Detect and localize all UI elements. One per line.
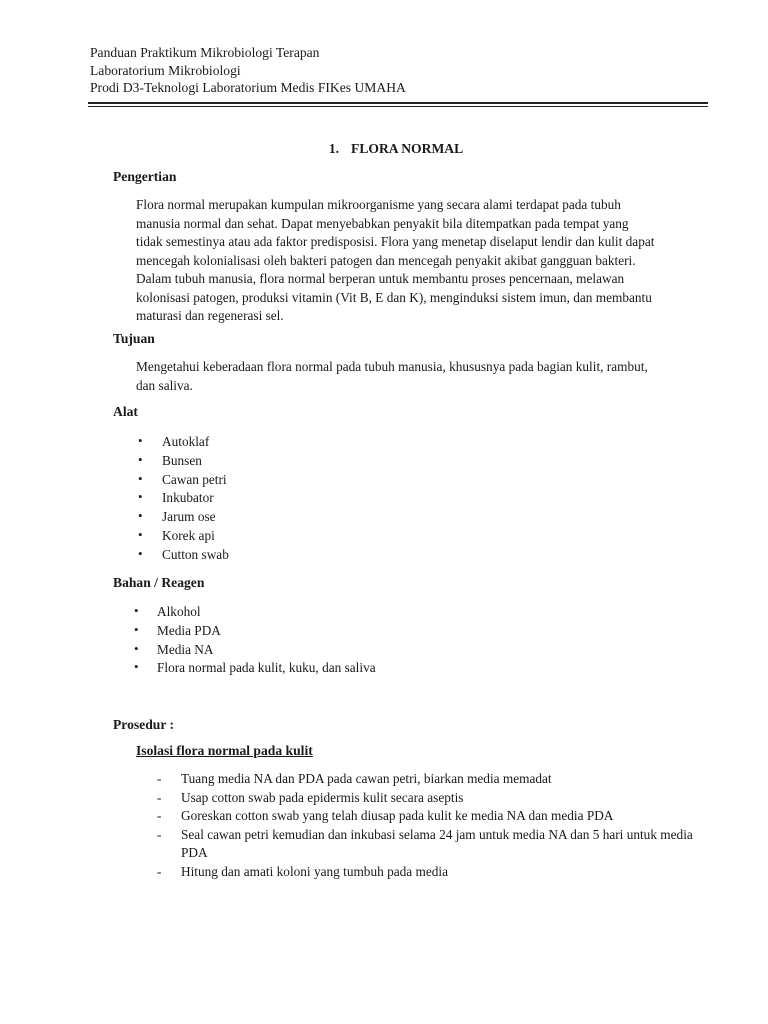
list-item xyxy=(138,471,538,490)
list-item xyxy=(138,433,538,452)
bullet-icon: • xyxy=(138,470,143,486)
list-item xyxy=(134,622,534,641)
procedure-step xyxy=(157,863,717,882)
list-item xyxy=(138,546,538,565)
section-title-text: FLORA NORMAL xyxy=(351,141,464,156)
paragraph-line: Mengetahui keberadaan flora normal pada tubuh manusia, khususnya pada bagian kulit, rambut, xyxy=(136,359,648,374)
paragraph-line: tidak semestinya atau ada faktor predisposisi. Flora yang menetap diselaput lendir dan kulit dapat xyxy=(136,234,655,249)
procedure-step-text: Usap cotton swab pada epidermis kulit secara aseptis xyxy=(181,789,464,805)
heading-alat: Alat xyxy=(113,404,138,419)
heading-bahan-reagen: Bahan / Reagen xyxy=(113,575,205,590)
list-item-text: Alkohol xyxy=(157,604,201,619)
bullet-icon: • xyxy=(138,433,143,448)
bullet-icon: • xyxy=(134,659,139,675)
dash-marker: - xyxy=(157,808,162,823)
list-alat xyxy=(138,433,538,565)
dash-marker: - xyxy=(157,771,162,786)
bullet-icon: • xyxy=(134,603,139,618)
procedure-step-text: Seal cawan petri kemudian dan inkubasi selama 24 jam untuk media NA dan 5 hari untuk media PDA xyxy=(181,826,693,860)
paragraph-line: kolonisasi patogen, produksi vitamin (Vit B, E dan K), menginduksi sistem imun, dan membantu xyxy=(136,289,652,305)
procedure-step xyxy=(157,807,717,826)
list-item xyxy=(138,489,538,508)
list-item-text: Cawan petri xyxy=(162,471,227,487)
paragraph-line: Flora normal merupakan kumpulan mikroorganisme yang secara alami terdapat pada tubuh xyxy=(136,197,621,212)
bullet-icon: • xyxy=(138,451,143,467)
procedure-steps xyxy=(157,770,717,881)
list-item-text: Autoklaf xyxy=(162,434,210,449)
header-line-program: Prodi D3-Teknologi Laboratorium Medis FIKes UMAHA xyxy=(90,80,406,95)
procedure-step xyxy=(157,826,717,863)
list-item-text: Jarum ose xyxy=(162,509,216,525)
list-item-text: Inkubator xyxy=(162,490,214,506)
bullet-icon: • xyxy=(138,508,143,524)
section-title xyxy=(0,140,768,159)
list-item xyxy=(138,527,538,546)
bullet-icon: • xyxy=(134,621,139,637)
list-item xyxy=(134,641,534,660)
paragraph-line: manusia normal dan sehat. Dapat menyebabkan penyakit bila ditempatkan pada tempat yang xyxy=(136,215,629,231)
list-item xyxy=(134,603,534,622)
paragraph-tujuan xyxy=(136,358,696,395)
dash-marker: - xyxy=(157,789,162,805)
list-item-text: Media NA xyxy=(157,641,214,657)
list-item-text: Korek api xyxy=(162,527,215,543)
procedure-step xyxy=(157,770,717,789)
list-item xyxy=(138,508,538,527)
bullet-icon: • xyxy=(138,545,143,561)
paragraph-pengertian xyxy=(136,196,696,326)
list-item-text: Cutton swab xyxy=(162,546,229,562)
header-rule-thin xyxy=(88,106,708,107)
list-item-text: Bunsen xyxy=(162,452,202,468)
paragraph-line: mencegah kolonialisasi oleh bakteri patogen dan mencegah penyakit akibat gangguan bakteri. xyxy=(136,252,636,268)
heading-pengertian: Pengertian xyxy=(113,169,177,184)
procedure-step-text: Hitung dan amati koloni yang tumbuh pada media xyxy=(181,863,448,879)
section-number: 1. xyxy=(328,141,340,156)
subheading-isolasi-kulit: Isolasi flora normal pada kulit xyxy=(136,743,313,758)
list-item-text: Media PDA xyxy=(157,622,221,638)
heading-tujuan: Tujuan xyxy=(113,331,155,346)
list-item-text: Flora normal pada kulit, kuku, dan saliva xyxy=(157,660,376,676)
list-item xyxy=(134,659,534,678)
procedure-step xyxy=(157,789,717,808)
list-bahan-reagen xyxy=(134,603,534,678)
bullet-icon: • xyxy=(134,640,139,656)
bullet-icon: • xyxy=(138,526,143,542)
header-line-lab: Laboratorium Mikrobiologi xyxy=(90,62,241,78)
header-line-course: Panduan Praktikum Mikrobiologi Terapan xyxy=(90,45,320,60)
procedure-step-text: Tuang media NA dan PDA pada cawan petri, biarkan media memadat xyxy=(181,771,552,786)
document-header xyxy=(90,44,690,97)
dash-marker: - xyxy=(157,826,162,842)
paragraph-line: Dalam tubuh manusia, flora normal berperan untuk membantu proses pencernaan, melawan xyxy=(136,271,625,286)
paragraph-line: dan saliva. xyxy=(136,377,193,393)
dash-marker: - xyxy=(157,863,162,879)
heading-prosedur: Prosedur : xyxy=(113,717,175,732)
header-rule-thick xyxy=(88,102,708,104)
bullet-icon: • xyxy=(138,489,143,505)
procedure-step-text: Goreskan cotton swab yang telah diusap pada kulit ke media NA dan media PDA xyxy=(181,808,614,823)
list-item xyxy=(138,452,538,471)
paragraph-line: maturasi dan regenerasi sel. xyxy=(136,308,284,323)
